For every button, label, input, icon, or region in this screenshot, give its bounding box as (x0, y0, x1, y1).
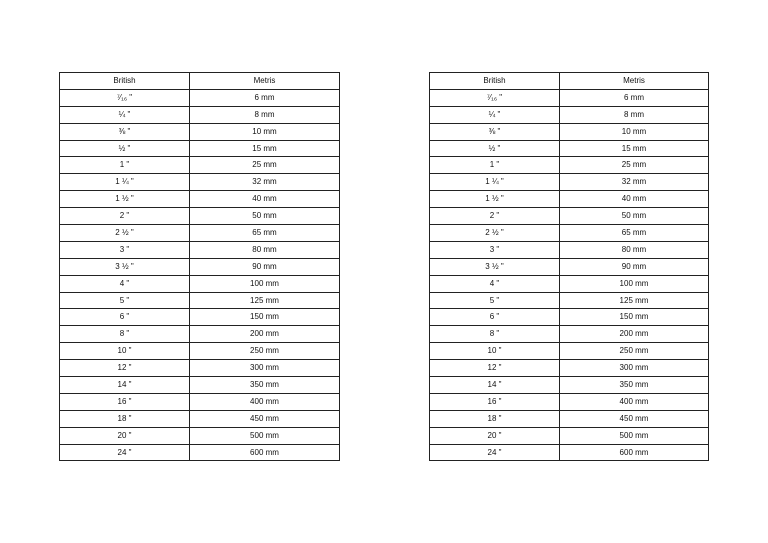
conversion-table-left (59, 72, 340, 461)
metric-size-cell: 90 mm (560, 258, 709, 275)
table-row (60, 140, 340, 157)
british-size-cell: 5 " (60, 292, 190, 309)
british-size-cell: ¼ " (430, 106, 560, 123)
metric-size-cell: 300 mm (560, 360, 709, 377)
metric-size-cell: 125 mm (190, 292, 340, 309)
table-row (430, 309, 709, 326)
metric-size-cell: 100 mm (560, 275, 709, 292)
metric-size-cell: 500 mm (190, 427, 340, 444)
table-row (60, 191, 340, 208)
table-row (60, 427, 340, 444)
british-size-cell: 3 " (60, 241, 190, 258)
metric-column-header: Metris (190, 73, 340, 90)
table-row (430, 191, 709, 208)
metric-size-cell: 100 mm (190, 275, 340, 292)
british-size-cell: 3 ½ " (430, 258, 560, 275)
table-row (430, 157, 709, 174)
british-size-cell: 1 ½ " (60, 191, 190, 208)
metric-size-cell: 450 mm (560, 410, 709, 427)
table-row (430, 377, 709, 394)
british-size-cell: 8 " (60, 326, 190, 343)
table-row (60, 309, 340, 326)
table-row (430, 140, 709, 157)
metric-size-cell: 400 mm (560, 393, 709, 410)
metric-size-cell: 32 mm (560, 174, 709, 191)
table-row (60, 174, 340, 191)
metric-size-cell: 350 mm (560, 377, 709, 394)
metric-size-cell: 400 mm (190, 393, 340, 410)
british-size-cell: 6 " (60, 309, 190, 326)
table-row (60, 377, 340, 394)
british-size-cell: 2 " (60, 208, 190, 225)
metric-size-cell: 25 mm (190, 157, 340, 174)
table-row (430, 208, 709, 225)
table-row (430, 123, 709, 140)
table-row (430, 225, 709, 242)
metric-size-cell: 10 mm (190, 123, 340, 140)
table-row (60, 326, 340, 343)
british-size-cell: 12 " (60, 360, 190, 377)
metric-size-cell: 50 mm (560, 208, 709, 225)
metric-size-cell: 15 mm (190, 140, 340, 157)
table-row (60, 292, 340, 309)
table-row (60, 208, 340, 225)
british-size-cell: 24 " (60, 444, 190, 461)
metric-size-cell: 125 mm (560, 292, 709, 309)
metric-size-cell: 32 mm (190, 174, 340, 191)
metric-size-cell: 8 mm (190, 106, 340, 123)
table-row (60, 444, 340, 461)
table-header-row (60, 73, 340, 90)
british-size-cell: 1 ¼ " (430, 174, 560, 191)
table-row (60, 123, 340, 140)
british-size-cell: 4 " (430, 275, 560, 292)
british-size-cell: 5 " (430, 292, 560, 309)
metric-size-cell: 25 mm (560, 157, 709, 174)
metric-column-header: Metris (560, 73, 709, 90)
metric-size-cell: 250 mm (560, 343, 709, 360)
british-size-cell: 1 " (60, 157, 190, 174)
table-row (60, 275, 340, 292)
table-row (60, 225, 340, 242)
metric-size-cell: 300 mm (190, 360, 340, 377)
table-row (430, 360, 709, 377)
metric-size-cell: 150 mm (190, 309, 340, 326)
metric-size-cell: 90 mm (190, 258, 340, 275)
table-row (60, 89, 340, 106)
table-row (60, 360, 340, 377)
metric-size-cell: 200 mm (190, 326, 340, 343)
british-size-cell: 1 " (430, 157, 560, 174)
metric-size-cell: 80 mm (190, 241, 340, 258)
metric-size-cell: 450 mm (190, 410, 340, 427)
british-size-cell: ½ " (60, 140, 190, 157)
british-size-cell: 6 " (430, 309, 560, 326)
british-size-cell: 2 ½ " (60, 225, 190, 242)
metric-size-cell: 600 mm (190, 444, 340, 461)
british-size-cell: 18 " (60, 410, 190, 427)
british-size-cell: 10 " (60, 343, 190, 360)
metric-size-cell: 65 mm (560, 225, 709, 242)
conversion-table-right (429, 72, 709, 461)
table-body (60, 89, 340, 461)
british-size-cell: 20 " (430, 427, 560, 444)
british-size-cell: ½ " (430, 140, 560, 157)
british-size-cell: ⅜ " (430, 123, 560, 140)
british-size-cell: 14 " (60, 377, 190, 394)
british-size-cell: 16 " (430, 393, 560, 410)
british-size-cell: 3 " (430, 241, 560, 258)
table-row (60, 343, 340, 360)
metric-size-cell: 6 mm (190, 89, 340, 106)
british-size-cell: 24 " (430, 444, 560, 461)
british-size-cell: 16 " (60, 393, 190, 410)
metric-size-cell: 500 mm (560, 427, 709, 444)
british-column-header: British (430, 73, 560, 90)
table-row (430, 326, 709, 343)
british-size-cell: 20 " (60, 427, 190, 444)
table-row (430, 241, 709, 258)
table-header-row (430, 73, 709, 90)
british-size-cell: 2 ½ " (430, 225, 560, 242)
british-size-cell: 12 " (430, 360, 560, 377)
table-row (430, 89, 709, 106)
table-row (60, 393, 340, 410)
metric-size-cell: 350 mm (190, 377, 340, 394)
metric-size-cell: 50 mm (190, 208, 340, 225)
british-size-cell: ⁷⁄₁₆ " (60, 89, 190, 106)
table-row (430, 343, 709, 360)
metric-size-cell: 6 mm (560, 89, 709, 106)
metric-size-cell: 200 mm (560, 326, 709, 343)
british-size-cell: 4 " (60, 275, 190, 292)
british-size-cell: ¼ " (60, 106, 190, 123)
table-row (430, 393, 709, 410)
table-row (60, 106, 340, 123)
british-size-cell: ⁷⁄₁₆ " (430, 89, 560, 106)
british-size-cell: 1 ½ " (430, 191, 560, 208)
british-column-header: British (60, 73, 190, 90)
british-size-cell: 3 ½ " (60, 258, 190, 275)
table-row (430, 106, 709, 123)
british-size-cell: 1 ¼ " (60, 174, 190, 191)
metric-size-cell: 80 mm (560, 241, 709, 258)
metric-size-cell: 250 mm (190, 343, 340, 360)
british-size-cell: 8 " (430, 326, 560, 343)
british-size-cell: 18 " (430, 410, 560, 427)
metric-size-cell: 65 mm (190, 225, 340, 242)
table-row (60, 258, 340, 275)
table-row (430, 410, 709, 427)
british-size-cell: ⅜ " (60, 123, 190, 140)
british-size-cell: 14 " (430, 377, 560, 394)
table-body (430, 89, 709, 461)
metric-size-cell: 600 mm (560, 444, 709, 461)
table-row (60, 241, 340, 258)
british-size-cell: 2 " (430, 208, 560, 225)
table-row (430, 444, 709, 461)
metric-size-cell: 8 mm (560, 106, 709, 123)
table-row (430, 174, 709, 191)
table-row (430, 258, 709, 275)
table-row (60, 157, 340, 174)
metric-size-cell: 15 mm (560, 140, 709, 157)
table-row (430, 427, 709, 444)
table-row (430, 275, 709, 292)
metric-size-cell: 10 mm (560, 123, 709, 140)
british-size-cell: 10 " (430, 343, 560, 360)
table-row (60, 410, 340, 427)
table-row (430, 292, 709, 309)
metric-size-cell: 150 mm (560, 309, 709, 326)
metric-size-cell: 40 mm (560, 191, 709, 208)
metric-size-cell: 40 mm (190, 191, 340, 208)
